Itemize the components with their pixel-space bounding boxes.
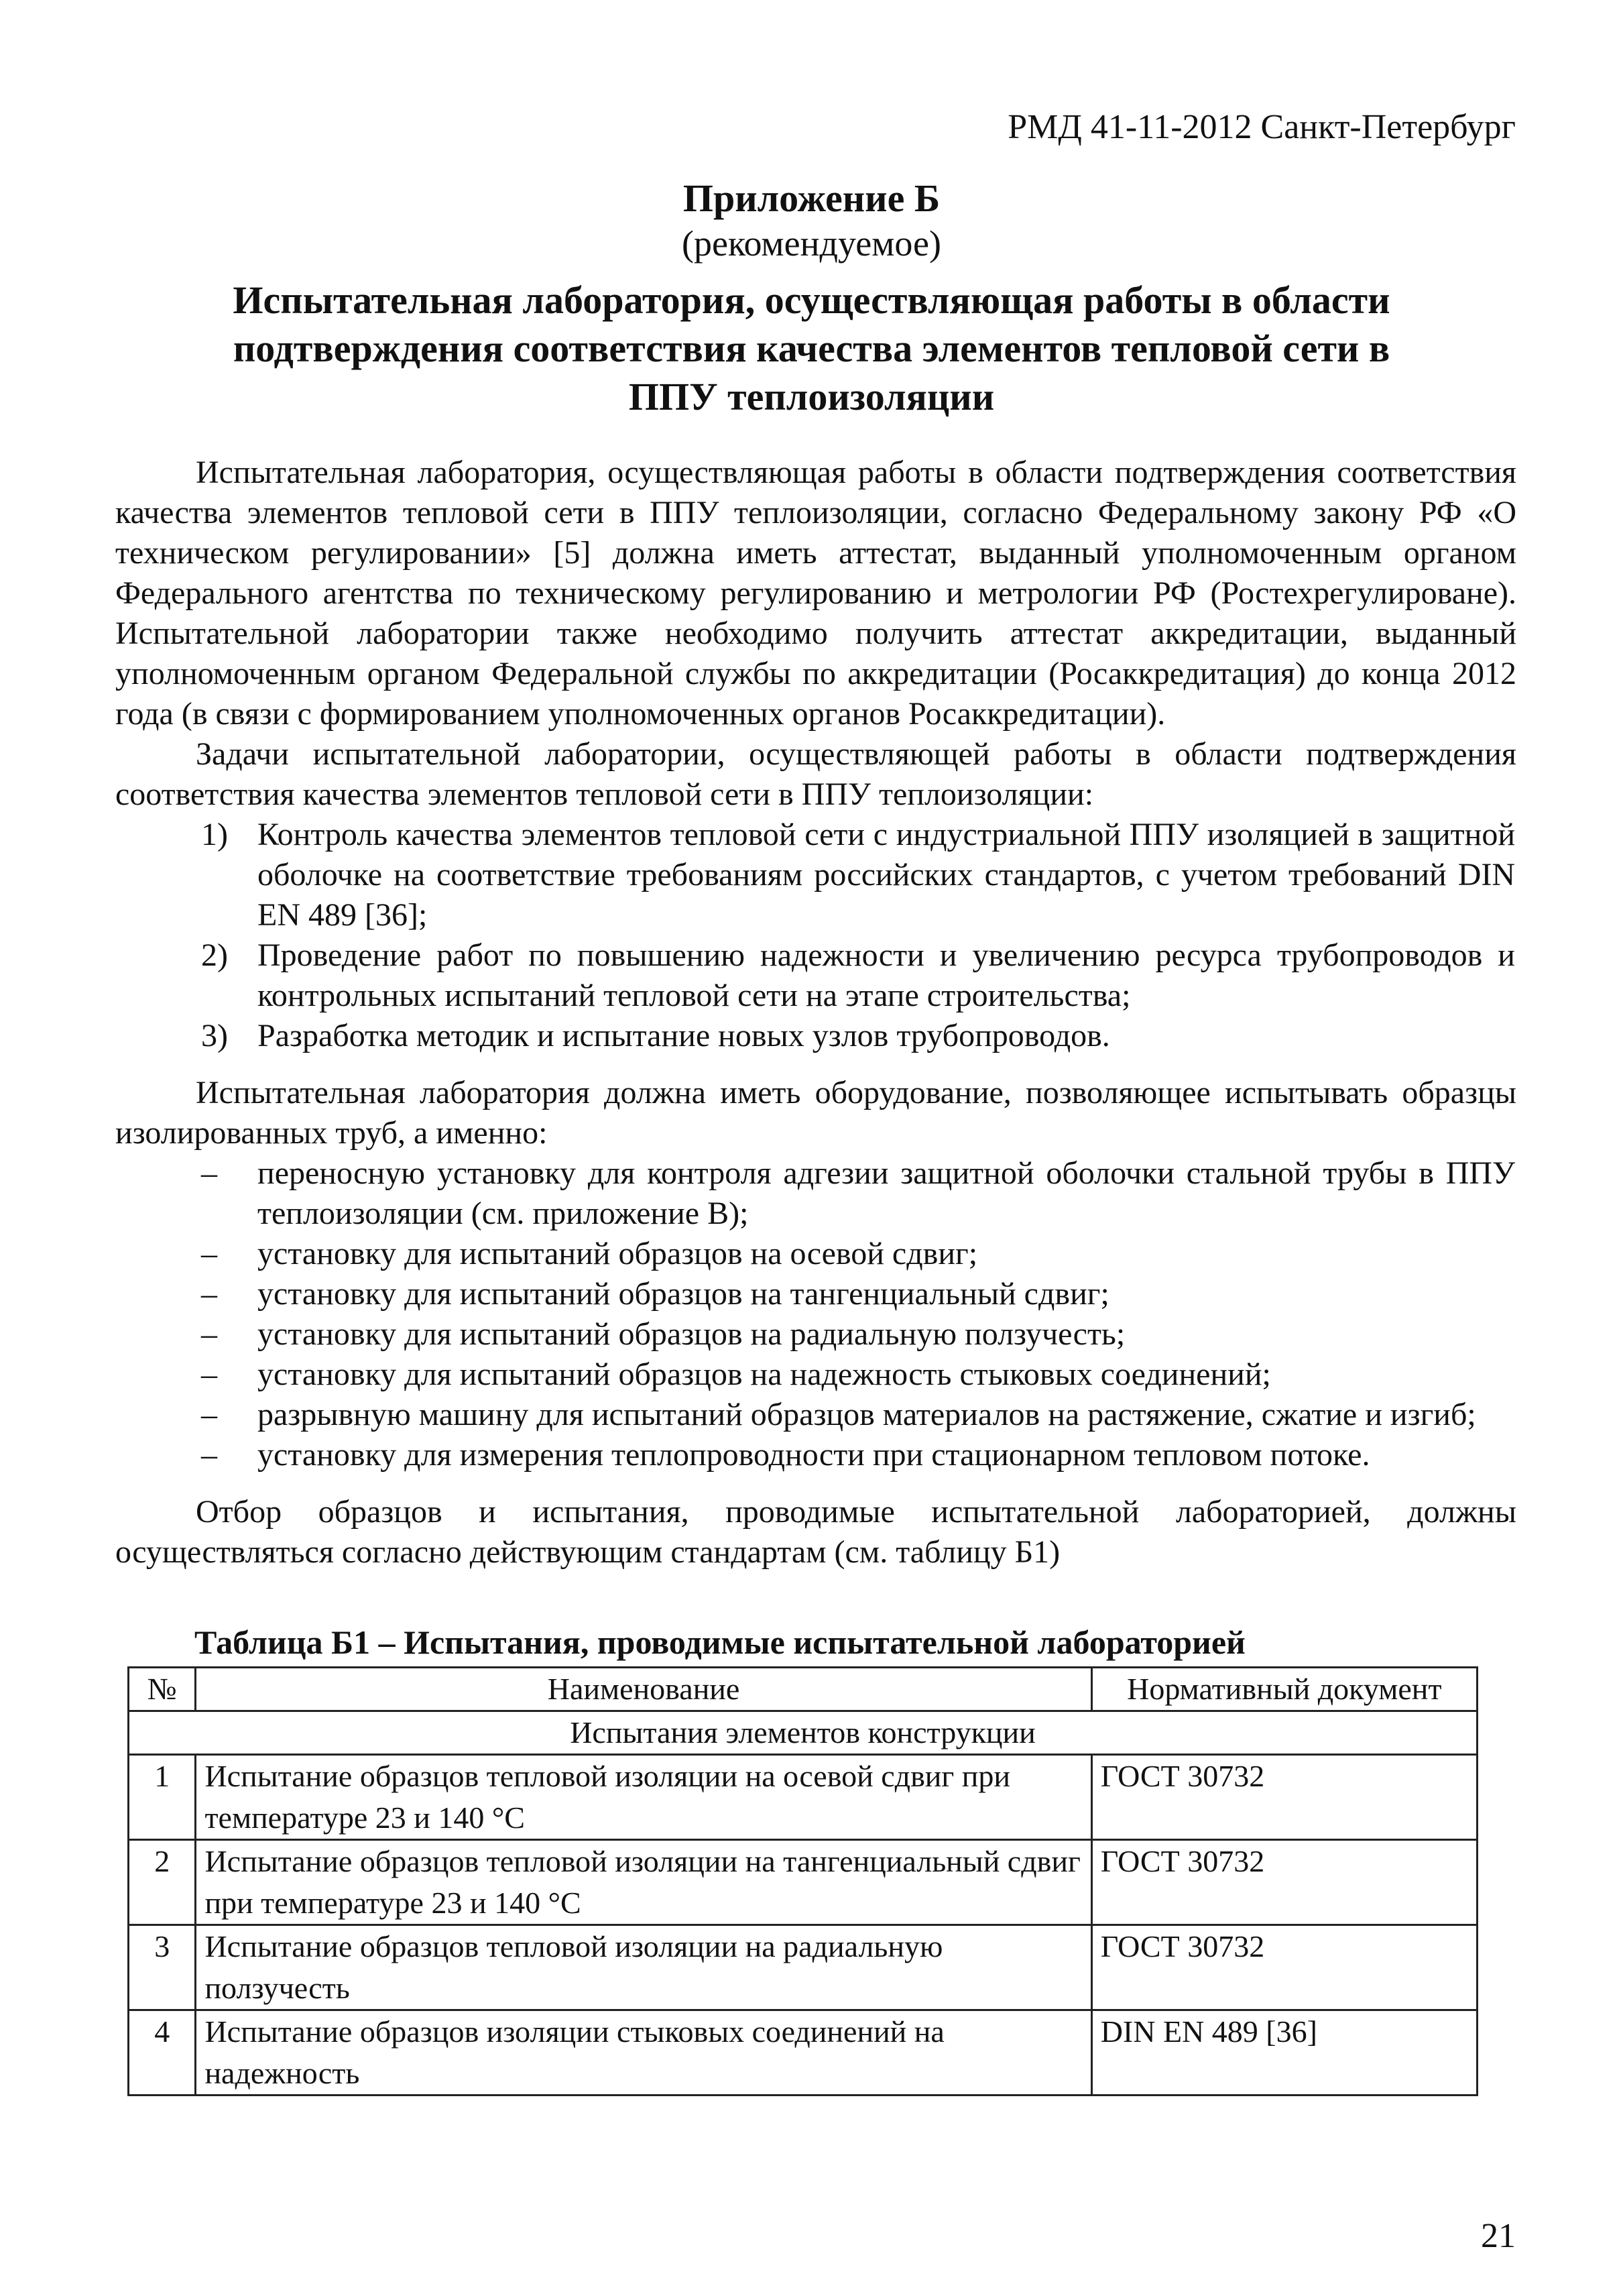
task-text: Разработка методик и испытание новых узлов трубопроводов. <box>257 1018 1110 1053</box>
header-number: № <box>129 1668 196 1711</box>
paragraph-lab-accreditation: Испытательная лаборатория, осуществляющая работы в области подтверждения соответствия качества элементов тепловой сети в ППУ теплоизоляции, согласно Федеральному закону РФ «О техническом регулировании» [5] должна иметь аттестат, выданный уполномоченным органом Федерального агентства по техническому регулированию и метрологии РФ (Ростехрегулироване). Испытательной лаборатории также необходимо получить аттестат аккредитации, выданный уполномоченным органом Федеральной службы по аккредитации (Росаккредитация) до конца 2012 года (в связи с формированием уполномоченных органов Росаккредитации). <box>115 455 1516 732</box>
appendix-title: Приложение Б <box>682 176 941 220</box>
tests-table <box>127 1666 1478 2096</box>
main-title <box>0 276 1623 421</box>
row-document: ГОСТ 30732 <box>1091 1840 1477 1925</box>
dash-marker: – <box>201 1357 217 1392</box>
header-document: Нормативный документ <box>1091 1668 1477 1711</box>
task-marker: 3) <box>201 1018 228 1053</box>
main-title-line-2: подтверждения соответствия качества элементов тепловой сети в <box>233 327 1390 370</box>
equipment-text: установку для испытаний образцов на радиальную ползучесть; <box>257 1316 1126 1352</box>
appendix-subtitle: (рекомендуемое) <box>682 223 941 264</box>
dash-marker: – <box>201 1437 217 1473</box>
row-number: 1 <box>129 1755 196 1840</box>
table-title: Таблица Б1 – Испытания, проводимые испытательной лабораторией <box>194 1623 1246 1661</box>
task-text: Контроль качества элементов тепловой сети с индустриальной ППУ изоляцией в защитной оболочке на соответствие требованиям российских стандартов, с учетом требований DIN EN 489 [36]; <box>257 817 1515 933</box>
task-marker: 2) <box>201 937 228 973</box>
row-document: ГОСТ 30732 <box>1091 1755 1477 1840</box>
dash-marker: – <box>201 1276 217 1312</box>
row-document: DIN EN 489 [36] <box>1091 2010 1477 2096</box>
task-text: Проведение работ по повышению надежности и увеличению ресурса трубопроводов и контрольных испытаний тепловой сети на этапе строительства; <box>257 937 1515 1013</box>
header-name: Наименование <box>196 1668 1091 1711</box>
dash-marker: – <box>201 1316 217 1352</box>
document-header: РМД 41-11-2012 Санкт-Петербург <box>1008 108 1516 146</box>
paragraph-lab-tasks: Задачи испытательной лаборатории, осуществляющей работы в области подтверждения соответствия качества элементов тепловой сети в ППУ теплоизоляции: <box>115 736 1516 812</box>
dash-marker: – <box>201 1397 217 1432</box>
main-title-line-3: ППУ теплоизоляции <box>628 375 995 418</box>
row-document: ГОСТ 30732 <box>1091 1925 1477 2010</box>
section-label: Испытания элементов конструкции <box>129 1711 1478 1755</box>
row-number: 4 <box>129 2010 196 2096</box>
equipment-text: установку для испытаний образцов на надежность стыковых соединений; <box>257 1357 1271 1392</box>
row-name: Испытание образцов тепловой изоляции на осевой сдвиг при температуре 23 и 140 °С <box>196 1755 1091 1840</box>
task-marker: 1) <box>201 817 228 852</box>
table-row <box>129 1755 1478 1840</box>
main-title-line-1: Испытательная лаборатория, осуществляющая работы в области <box>233 278 1390 322</box>
table-section-row <box>129 1711 1478 1755</box>
row-name: Испытание образцов тепловой изоляции на радиальную ползучесть <box>196 1925 1091 2010</box>
equipment-text: переносную установку для контроля адгезии защитной оболочки стальной трубы в ППУ теплоизоляции (см. приложение В); <box>257 1155 1515 1231</box>
row-number: 3 <box>129 1925 196 2010</box>
equipment-text: разрывную машину для испытаний образцов материалов на растяжение, сжатие и изгиб; <box>257 1397 1476 1432</box>
equipment-text: установку для измерения теплопроводности при стационарном тепловом потоке. <box>257 1437 1370 1473</box>
equipment-text: установку для испытаний образцов на осевой сдвиг; <box>257 1236 978 1271</box>
equipment-text: установку для испытаний образцов на тангенциальный сдвиг; <box>257 1276 1109 1312</box>
table-row <box>129 2010 1478 2096</box>
row-number: 2 <box>129 1840 196 1925</box>
table-row <box>129 1925 1478 2010</box>
row-name: Испытание образцов тепловой изоляции на тангенциальный сдвиг при температуре 23 и 140 °С <box>196 1840 1091 1925</box>
dash-marker: – <box>201 1236 217 1271</box>
paragraph-sampling: Отбор образцов и испытания, проводимые испытательной лабораторией, должны осуществляться согласно действующим стандартам (см. таблицу Б1) <box>115 1494 1516 1570</box>
paragraph-equipment-intro: Испытательная лаборатория должна иметь оборудование, позволяющее испытывать образцы изолированных труб, а именно: <box>115 1075 1516 1151</box>
dash-marker: – <box>201 1155 217 1191</box>
table-header-row <box>129 1668 1478 1711</box>
page-number: 21 <box>1481 2217 1516 2255</box>
row-name: Испытание образцов изоляции стыковых соединений на надежность <box>196 2010 1091 2096</box>
table-row <box>129 1840 1478 1925</box>
